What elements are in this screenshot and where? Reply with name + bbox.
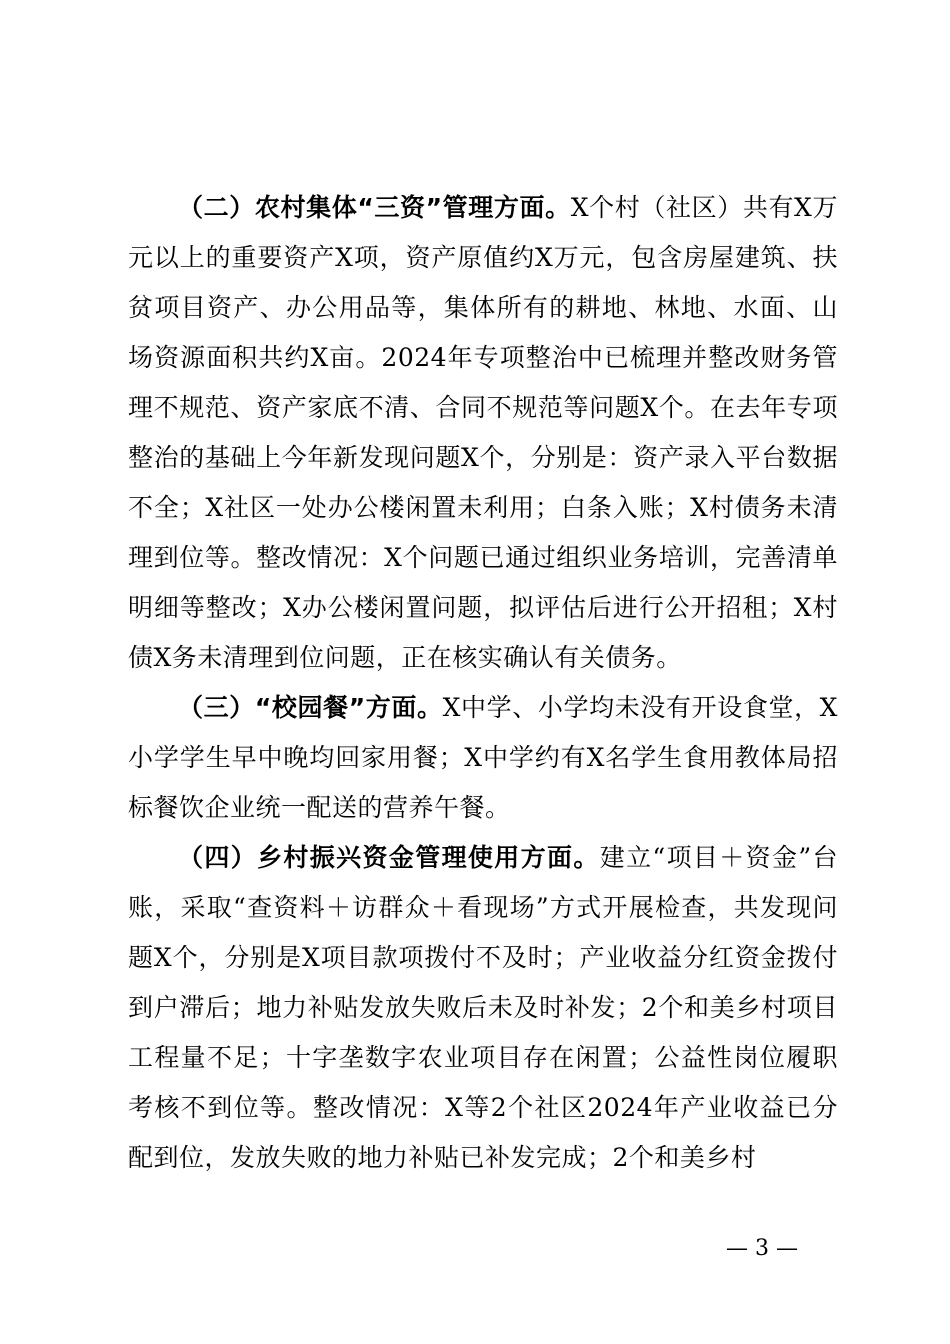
paragraph-text-rural-revitalization-funds: 建立“项目＋资金”台账，采取“查资料＋访群众＋看现场”方式开展检查，共发现问题X个，分别是X项目款项拨付不及时；产业收益分红资金拨付到户滞后；地力补贴发放失败后未及时补发；2个和美乡村项目工程量不足；十字垄数字农业项目存在闲置；公益性岗位履职考核不到位等。整改情况：X等2个社区2024年产业收益已分配到位，发放失败的地力补贴已补发完成；2个和美乡村	[128, 843, 838, 1172]
document-body	[128, 183, 838, 1183]
section-heading-rural-assets: （二）农村集体“三资”管理方面。	[178, 193, 571, 222]
paragraph-campus-meals	[128, 683, 838, 833]
paragraph-text-rural-assets: X个村（社区）共有X万元以上的重要资产X项，资产原值约X万元，包含房屋建筑、扶贫项目资产、办公用品等，集体所有的耕地、林地、水面、山场资源面积共约X亩。2024年专项整治中已梳理并整改财务管理不规范、资产家底不清、合同不规范等问题X个。在去年专项整治的基础上今年新发现问题X个，分别是：资产录入平台数据不全；X社区一处办公楼闲置未利用；白条入账；X村债务未清理到位等。整改情况：X个问题已通过组织业务培训，完善清单明细等整改；X办公楼闲置问题，拟评估后进行公开招租；X村债X务未清理到位问题，正在核实确认有关债务。	[128, 193, 838, 672]
paragraph-rural-revitalization-funds	[128, 833, 838, 1183]
paragraph-text-campus-meals: X中学、小学均未没有开设食堂，X小学学生早中晚均回家用餐；X中学约有X名学生食用教体局招标餐饮企业统一配送的营养午餐。	[128, 693, 838, 822]
page-number: — 3 —	[726, 1236, 798, 1261]
section-heading-campus-meals: （三）“校园餐”方面。	[178, 693, 443, 722]
paragraph-rural-assets	[128, 183, 838, 683]
section-heading-rural-revitalization-funds: （四）乡村振兴资金管理使用方面。	[178, 843, 600, 872]
